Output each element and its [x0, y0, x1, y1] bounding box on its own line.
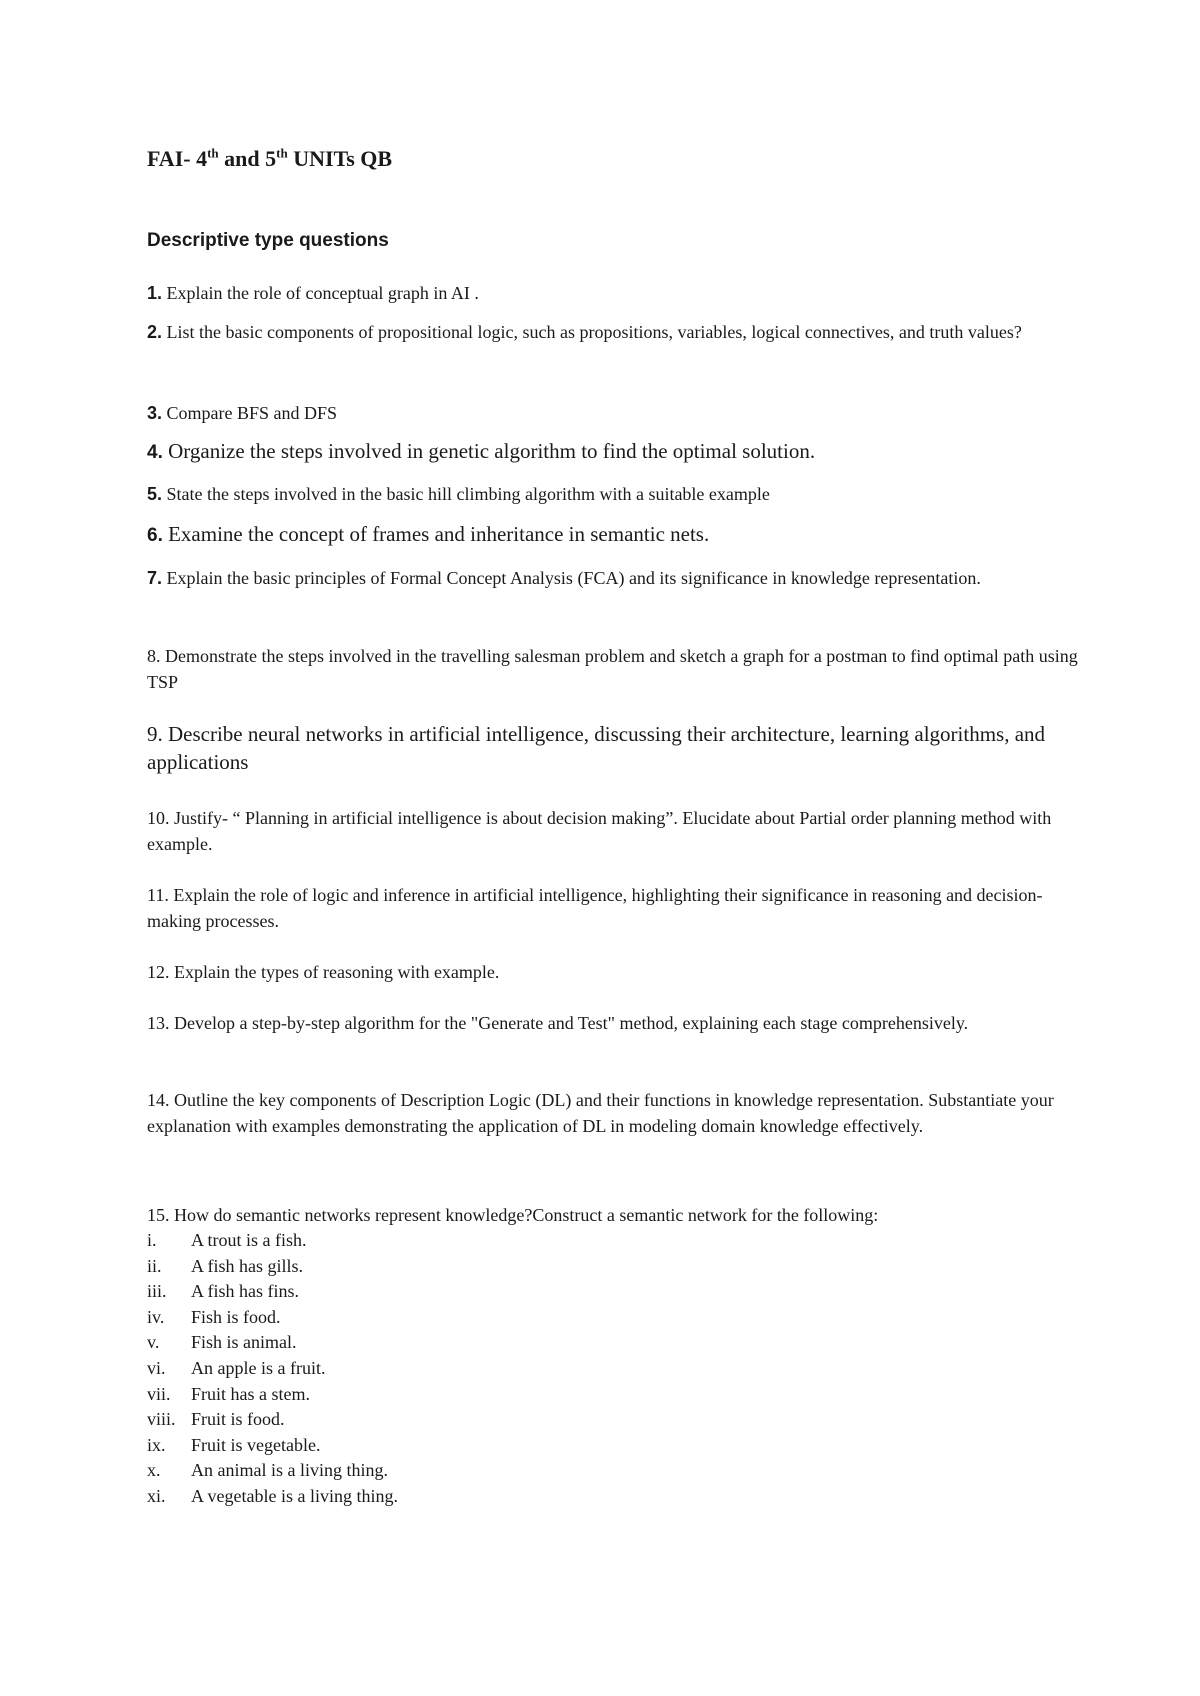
question-text: 14. Outline the key components of Description Logic (DL) and their functions in knowledge representation. Substantiate your explanation with examples demonstrating the application of DL in modeling domain knowledge effectively.: [147, 1090, 1054, 1136]
list-item-number: iv.: [147, 1306, 165, 1327]
question-text: 8. Demonstrate the steps involved in the travelling salesman problem and sketch a graph for a postman to find optimal path using TSP: [147, 646, 1078, 692]
question-text: Compare BFS and DFS: [162, 403, 338, 423]
question-text: Explain the basic principles of Formal Concept Analysis (FCA) and its significance in knowledge representation.: [162, 568, 981, 588]
question-text: State the steps involved in the basic hill climbing algorithm with a suitable example: [162, 484, 770, 504]
list-item: [147, 1433, 1087, 1459]
question-1: [147, 275, 1087, 312]
list-item-number: viii.: [147, 1409, 176, 1430]
question-text: 9. Describe neural networks in artificial intelligence, discussing their architecture, learning algorithms, and applications: [147, 722, 1046, 774]
list-item: [147, 1356, 1087, 1382]
list-item-text: A trout is a fish.: [191, 1230, 307, 1250]
title-superscript: th: [207, 145, 219, 161]
question-number: 2.: [147, 322, 163, 342]
question-4: [147, 433, 1087, 471]
question-text: List the basic components of propositional logic, such as propositions, variables, logical connectives, and truth values?: [162, 322, 1022, 342]
question-number: 3.: [147, 403, 163, 423]
question-15: [147, 1202, 1087, 1228]
section-heading: Descriptive type questions: [147, 230, 389, 251]
list-item-text: Fish is animal.: [191, 1332, 297, 1353]
list-item-text: A vegetable is a living thing.: [191, 1485, 398, 1506]
question-13: [147, 1010, 1087, 1036]
question-number: 4.: [147, 442, 163, 463]
list-item: [147, 1407, 1087, 1433]
list-item: [147, 1228, 1087, 1254]
question-text: Organize the steps involved in genetic algorithm to find the optimal solution.: [162, 439, 816, 463]
question-number: 5.: [147, 484, 163, 504]
list-item-number: i.: [147, 1230, 157, 1250]
question-12: [147, 959, 1087, 985]
list-item-number: x.: [147, 1460, 161, 1481]
question-3: [147, 395, 1087, 432]
list-item: [147, 1484, 1087, 1510]
title-part: UNITs QB: [287, 146, 393, 171]
question-6: [147, 516, 1087, 554]
list-item-number: v.: [147, 1332, 160, 1353]
question-10: [147, 805, 1087, 857]
question-text: 10. Justify- “ Planning in artificial intelligence is about decision making”. Elucidate about Partial order planning method with example.: [147, 808, 1052, 854]
list-item: [147, 1330, 1087, 1356]
title-superscript: th: [276, 145, 288, 161]
question-number: 1.: [147, 283, 163, 303]
list-item: [147, 1458, 1087, 1484]
question-14: [147, 1087, 1087, 1139]
list-item-number: vi.: [147, 1357, 166, 1378]
title-part: FAI- 4: [147, 146, 208, 171]
list-item-text: Fruit is vegetable.: [191, 1434, 321, 1455]
semantic-network-statements: [147, 1228, 1087, 1510]
question-number: 6.: [147, 525, 163, 546]
list-item-text: An apple is a fruit.: [191, 1357, 326, 1378]
question-number: 7.: [147, 568, 163, 588]
question-text: 11. Explain the role of logic and inference in artificial intelligence, highlighting their significance in reasoning and decision-making processes.: [147, 885, 1043, 931]
question-11: [147, 882, 1087, 934]
question-9: [147, 720, 1087, 776]
question-text: 12. Explain the types of reasoning with example.: [147, 962, 500, 982]
list-item-number: ii.: [147, 1255, 162, 1276]
list-item-number: iii.: [147, 1281, 167, 1302]
list-item: [147, 1382, 1087, 1408]
list-item: [147, 1254, 1087, 1280]
question-text: Examine the concept of frames and inheritance in semantic nets.: [162, 522, 710, 546]
list-item-text: Fruit is food.: [191, 1409, 285, 1430]
question-8: [147, 643, 1087, 695]
list-item-number: vii.: [147, 1383, 171, 1404]
question-text: 15. How do semantic networks represent knowledge?Construct a semantic network for the following:: [147, 1205, 879, 1225]
list-item-number: xi.: [147, 1485, 166, 1506]
list-item-text: Fruit has a stem.: [191, 1383, 310, 1404]
list-item: [147, 1279, 1087, 1305]
question-2: [147, 314, 1087, 351]
question-5: [147, 476, 1087, 513]
list-item-text: A fish has fins.: [191, 1281, 299, 1302]
list-item-text: Fish is food.: [191, 1306, 281, 1327]
document-title: [147, 146, 392, 172]
list-item-number: ix.: [147, 1434, 166, 1455]
title-part: and 5: [218, 146, 277, 171]
list-item-text: An animal is a living thing.: [191, 1460, 388, 1481]
question-7: [147, 560, 1087, 597]
list-item-text: A fish has gills.: [191, 1255, 304, 1276]
list-item: [147, 1305, 1087, 1331]
question-text: Explain the role of conceptual graph in AI .: [162, 283, 479, 303]
question-text: 13. Develop a step-by-step algorithm for the "Generate and Test" method, explaining each stage comprehensively.: [147, 1013, 969, 1033]
